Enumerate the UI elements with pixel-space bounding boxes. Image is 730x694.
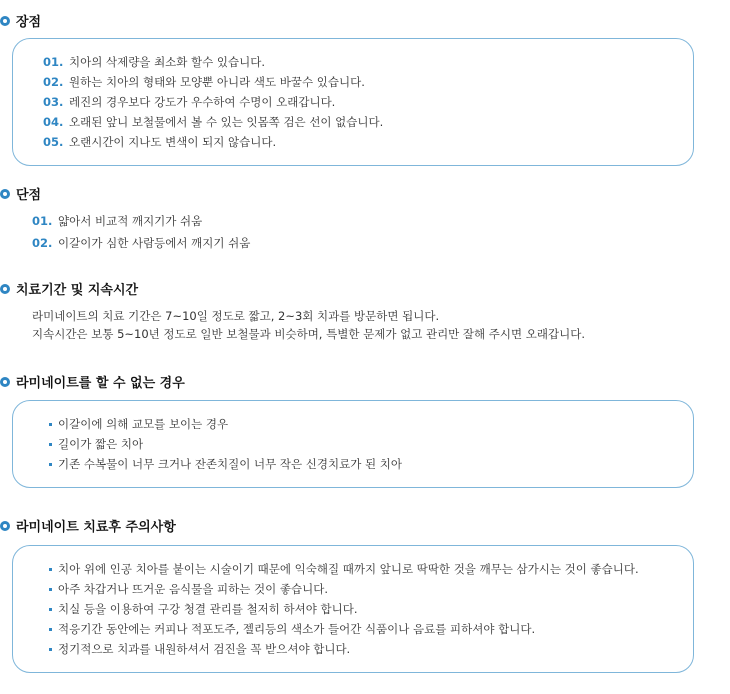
contraindications-box <box>12 400 694 488</box>
section-title-disadvantages <box>0 184 41 203</box>
item-number: 01. <box>43 55 64 69</box>
circle-bullet-icon <box>0 189 10 199</box>
square-bullet-icon <box>49 443 52 446</box>
list-item <box>43 134 276 150</box>
circle-bullet-icon <box>0 284 10 294</box>
list-item <box>43 94 335 110</box>
item-text: 원하는 치아의 형태와 모양뿐 아니라 색도 바꿀수 있습니다. <box>69 75 365 89</box>
item-text: 치실 등을 이용하여 구강 청결 관리를 철저히 하셔야 합니다. <box>58 602 358 616</box>
item-number: 03. <box>43 95 64 109</box>
item-text: 레진의 경우보다 강도가 우수하여 수명이 오래갑니다. <box>69 95 336 109</box>
item-number: 02. <box>32 236 53 250</box>
section-heading: 라미네이트를 할 수 없는 경우 <box>16 376 185 391</box>
item-text: 기존 수복물이 너무 크거나 잔존치질이 너무 작은 신경치료가 된 치아 <box>58 457 402 471</box>
duration-text: 지속시간은 보통 5~10년 정도로 일반 보철물과 비슷하며, 특별한 문제가 없고 관리만 잘해 주시면 오래갑니다. <box>32 327 585 341</box>
square-bullet-icon <box>49 463 52 466</box>
list-item <box>49 436 143 452</box>
list-item <box>49 561 639 577</box>
section-heading: 장점 <box>16 15 42 30</box>
item-text: 얇아서 비교적 깨지기가 쉬움 <box>58 214 203 228</box>
square-bullet-icon <box>49 608 52 611</box>
section-title-advantages <box>0 11 41 30</box>
list-item <box>49 416 228 432</box>
item-text: 치아 위에 인공 치아를 붙이는 시술이기 때문에 익숙해질 때까지 앞니로 딱딱한 것을 깨무는 삼가시는 것이 좋습니다. <box>58 562 639 576</box>
item-number: 04. <box>43 115 64 129</box>
square-bullet-icon <box>49 568 52 571</box>
item-number: 02. <box>43 75 64 89</box>
item-text: 이갈이에 의해 교모를 보이는 경우 <box>58 417 229 431</box>
list-item <box>49 456 402 472</box>
section-heading: 단점 <box>16 188 42 203</box>
item-text: 치아의 삭제량을 최소화 할수 있습니다. <box>69 55 266 69</box>
list-item <box>32 235 250 251</box>
list-item <box>43 54 265 70</box>
list-item <box>49 601 358 617</box>
item-number: 05. <box>43 135 64 149</box>
list-item <box>49 581 328 597</box>
circle-bullet-icon <box>0 16 10 26</box>
item-text: 적응기간 동안에는 커피나 적포도주, 젤리등의 색소가 들어간 식품이나 음료를 피하셔야 합니다. <box>58 622 536 636</box>
section-heading: 라미네이트 치료후 주의사항 <box>16 520 176 535</box>
square-bullet-icon <box>49 588 52 591</box>
item-text: 아주 차갑거나 뜨거운 음식물을 피하는 것이 좋습니다. <box>58 582 328 596</box>
section-heading: 치료기간 및 지속시간 <box>16 283 139 298</box>
section-title-duration <box>0 279 138 298</box>
item-text: 오랜시간이 지나도 변색이 되지 않습니다. <box>69 135 277 149</box>
item-text: 길이가 짧은 치아 <box>58 437 144 451</box>
section-title-contraindications <box>0 372 185 391</box>
aftercare-box <box>12 545 694 673</box>
list-item <box>43 114 383 130</box>
list-item <box>49 641 350 657</box>
list-item <box>49 621 535 637</box>
section-title-aftercare <box>0 516 176 535</box>
item-text: 정기적으로 치과를 내원하셔서 검진을 꼭 받으셔야 합니다. <box>58 642 351 656</box>
item-number: 01. <box>32 214 53 228</box>
circle-bullet-icon <box>0 521 10 531</box>
square-bullet-icon <box>49 423 52 426</box>
circle-bullet-icon <box>0 377 10 387</box>
item-text: 이갈이가 심한 사람등에서 깨지기 쉬움 <box>58 236 251 250</box>
square-bullet-icon <box>49 628 52 631</box>
list-item <box>32 213 202 229</box>
advantages-box <box>12 38 694 166</box>
item-text: 오래된 앞니 보철물에서 볼 수 있는 잇몸쪽 검은 선이 없습니다. <box>69 115 384 129</box>
square-bullet-icon <box>49 648 52 651</box>
list-item <box>43 74 365 90</box>
duration-text: 라미네이트의 치료 기간은 7~10일 정도로 짧고, 2~3회 치과를 방문하면 됩니다. <box>32 309 440 323</box>
